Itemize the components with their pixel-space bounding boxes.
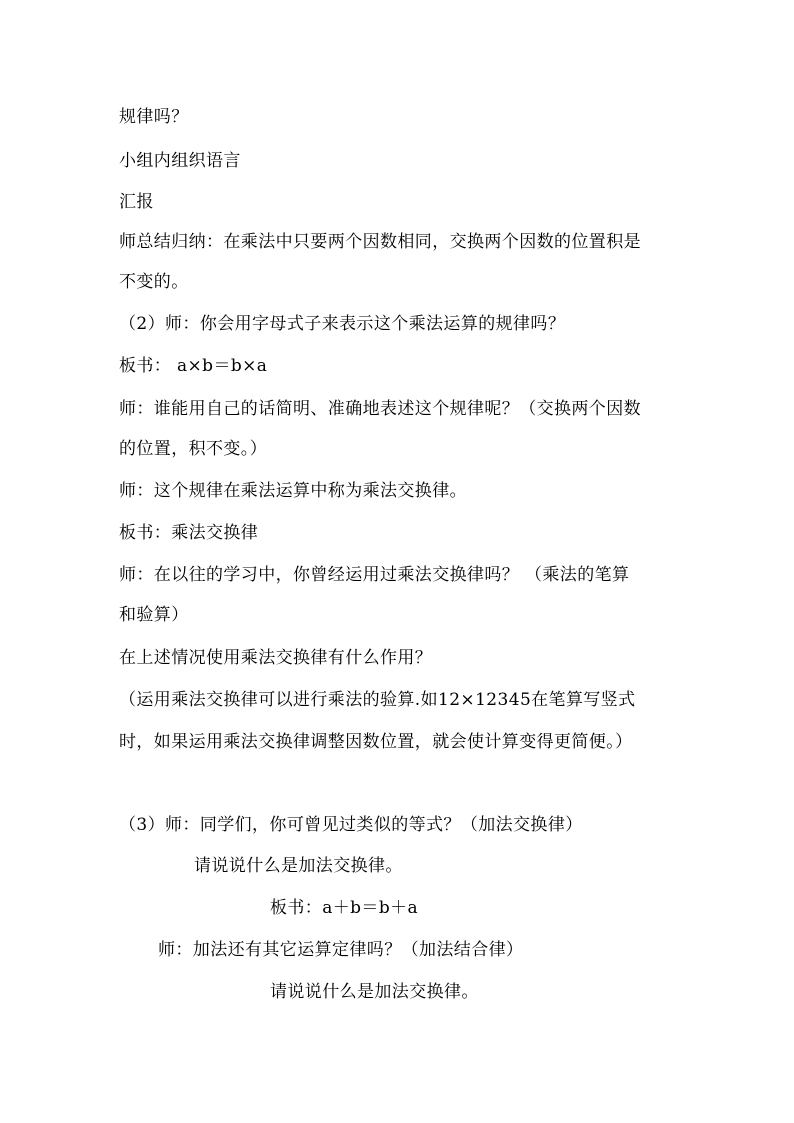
text-line: 师：在以往的学习中，你曾经运用过乘法交换律吗？ （乘法的笔算	[119, 565, 630, 585]
text-line: 师：这个规律在乘法运算中称为乘法交换律。	[119, 481, 467, 501]
text-line: 板书：乘法交换律	[119, 523, 259, 543]
text-line: 板书： a×b＝b×a	[119, 356, 268, 376]
text-line: 师：加法还有其它运算定律吗？（加法结合律）	[158, 940, 524, 960]
text-line: 师：谁能用自己的话简明、准确地表述这个规律呢？（交换两个因数	[119, 399, 641, 419]
text-line: （3）师：同学们，你可曾见过类似的等式？（加法交换律）	[119, 815, 583, 835]
text-line: 请说说什么是加法交换律。	[194, 856, 403, 876]
text-line: 请说说什么是加法交换律。	[270, 982, 479, 1002]
text-line: 不变的。	[119, 272, 189, 292]
text-line: 规律吗？	[119, 107, 189, 127]
text-line: （运用乘法交换律可以进行乘法的验算.如12×12345在笔算写竖式	[119, 690, 636, 710]
text-line: 小组内组织语言	[119, 151, 241, 171]
text-line: 的位置，积不变。）	[119, 439, 268, 459]
text-line: 时，如果运用乘法交换律调整因数位置，就会使计算变得更简便。）	[119, 732, 633, 752]
text-line: （2）师：你会用字母式子来表示这个乘法运算的规律吗？	[119, 314, 566, 334]
text-line: 板书：a＋b＝b＋a	[270, 898, 419, 918]
text-line: 和验算）	[119, 605, 189, 625]
text-line: 在上述情况使用乘法交换律有什么作用？	[119, 648, 433, 668]
text-line: 汇报	[119, 192, 154, 212]
text-line: 师总结归纳：在乘法中只要两个因数相同，交换两个因数的位置积是	[119, 232, 641, 252]
